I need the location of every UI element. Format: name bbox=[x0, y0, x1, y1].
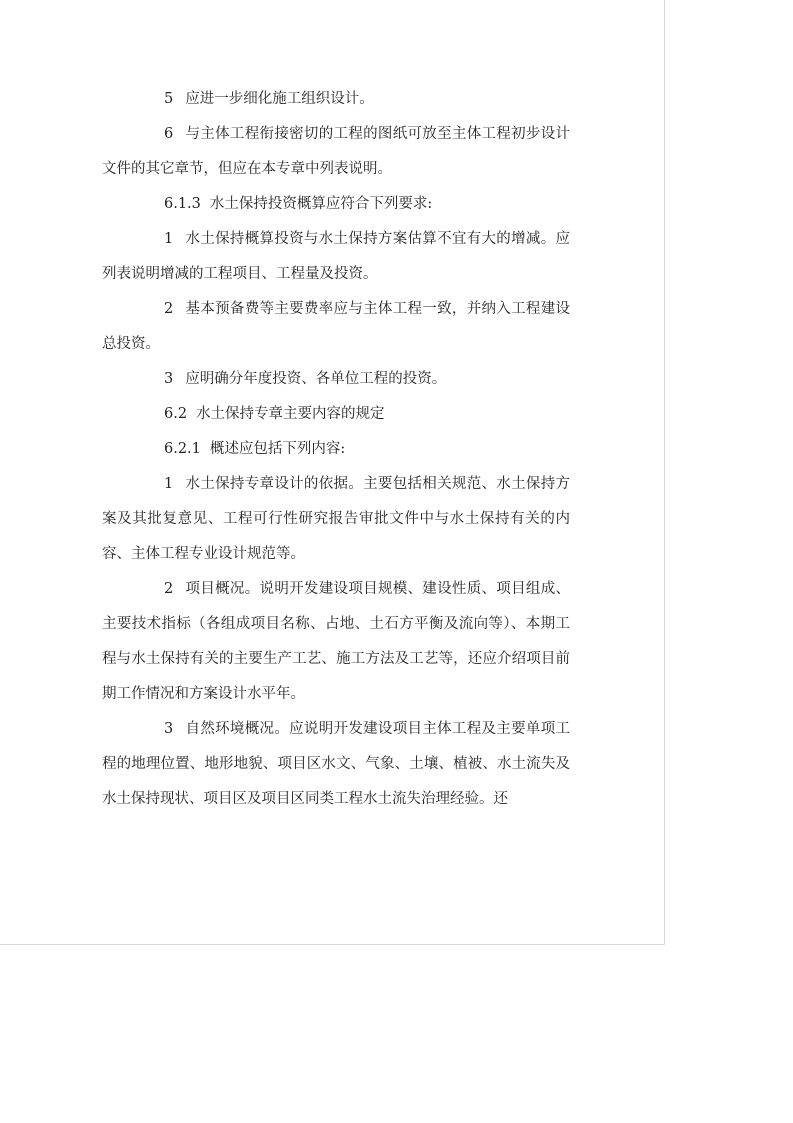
paragraph-item-2 bbox=[102, 292, 570, 362]
item-number: 3 bbox=[164, 721, 174, 737]
item-number: 1 bbox=[164, 231, 174, 247]
paragraph-text: 水土保持专章设计的依据。主要包括相关规范、水土保持方案及其批复意见、工程可行性研究报告审批文件中与水土保持有关的内容、主体工程专业设计规范等。 bbox=[102, 476, 570, 562]
clause-text: 概述应包括下列内容: bbox=[209, 441, 346, 457]
paragraph-item-3 bbox=[102, 712, 570, 817]
paragraph-item-3 bbox=[102, 362, 570, 397]
paragraph-item-6 bbox=[102, 117, 570, 187]
document-body bbox=[102, 82, 570, 817]
paragraph-text: 基本预备费等主要费率应与主体工程一致，并纳入工程建设总投资。 bbox=[102, 301, 570, 352]
section-number: 6.2 bbox=[164, 406, 188, 422]
clause-text: 水土保持投资概算应符合下列要求: bbox=[209, 196, 433, 212]
paragraph-item-5 bbox=[102, 82, 570, 117]
section-heading-6-2 bbox=[102, 397, 570, 432]
paragraph-item-1 bbox=[102, 467, 570, 572]
paragraph-item-1 bbox=[102, 222, 570, 292]
item-number: 3 bbox=[164, 371, 174, 387]
paragraph-text: 应进一步细化施工组织设计。 bbox=[185, 91, 374, 107]
section-title: 水土保持专章主要内容的规定 bbox=[196, 406, 385, 422]
paragraph-text: 与主体工程衔接密切的工程的图纸可放至主体工程初步设计文件的其它章节，但应在本专章中列表说明。 bbox=[102, 126, 570, 177]
item-number: 1 bbox=[164, 476, 174, 492]
clause-number: 6.2.1 bbox=[164, 441, 201, 457]
paragraph-text: 应明确分年度投资、各单位工程的投资。 bbox=[185, 371, 447, 387]
item-number: 2 bbox=[164, 301, 174, 317]
paragraph-item-2 bbox=[102, 572, 570, 712]
paragraph-text: 自然环境概况。应说明开发建设项目主体工程及主要单项工程的地理位置、地形地貌、项目区水文、气象、土壤、植被、水土流失及水土保持现状、项目区及项目区同类工程水土流失治理经验。还 bbox=[102, 721, 570, 807]
paragraph-text: 项目概况。说明开发建设项目规模、建设性质、项目组成、主要技术指标（各组成项目名称、占地、土石方平衡及流向等）、本期工程与水土保持有关的主要生产工艺、施工方法及工艺等，还应介绍项目前期工作情况和方案设计水平年。 bbox=[102, 581, 570, 702]
item-number: 6 bbox=[164, 126, 174, 142]
clause-6-1-3 bbox=[102, 187, 570, 222]
item-number: 5 bbox=[164, 91, 174, 107]
clause-number: 6.1.3 bbox=[164, 196, 201, 212]
item-number: 2 bbox=[164, 581, 174, 597]
clause-6-2-1 bbox=[102, 432, 570, 467]
paragraph-text: 水土保持概算投资与水土保持方案估算不宜有大的增减。应列表说明增减的工程项目、工程量及投资。 bbox=[102, 231, 570, 282]
